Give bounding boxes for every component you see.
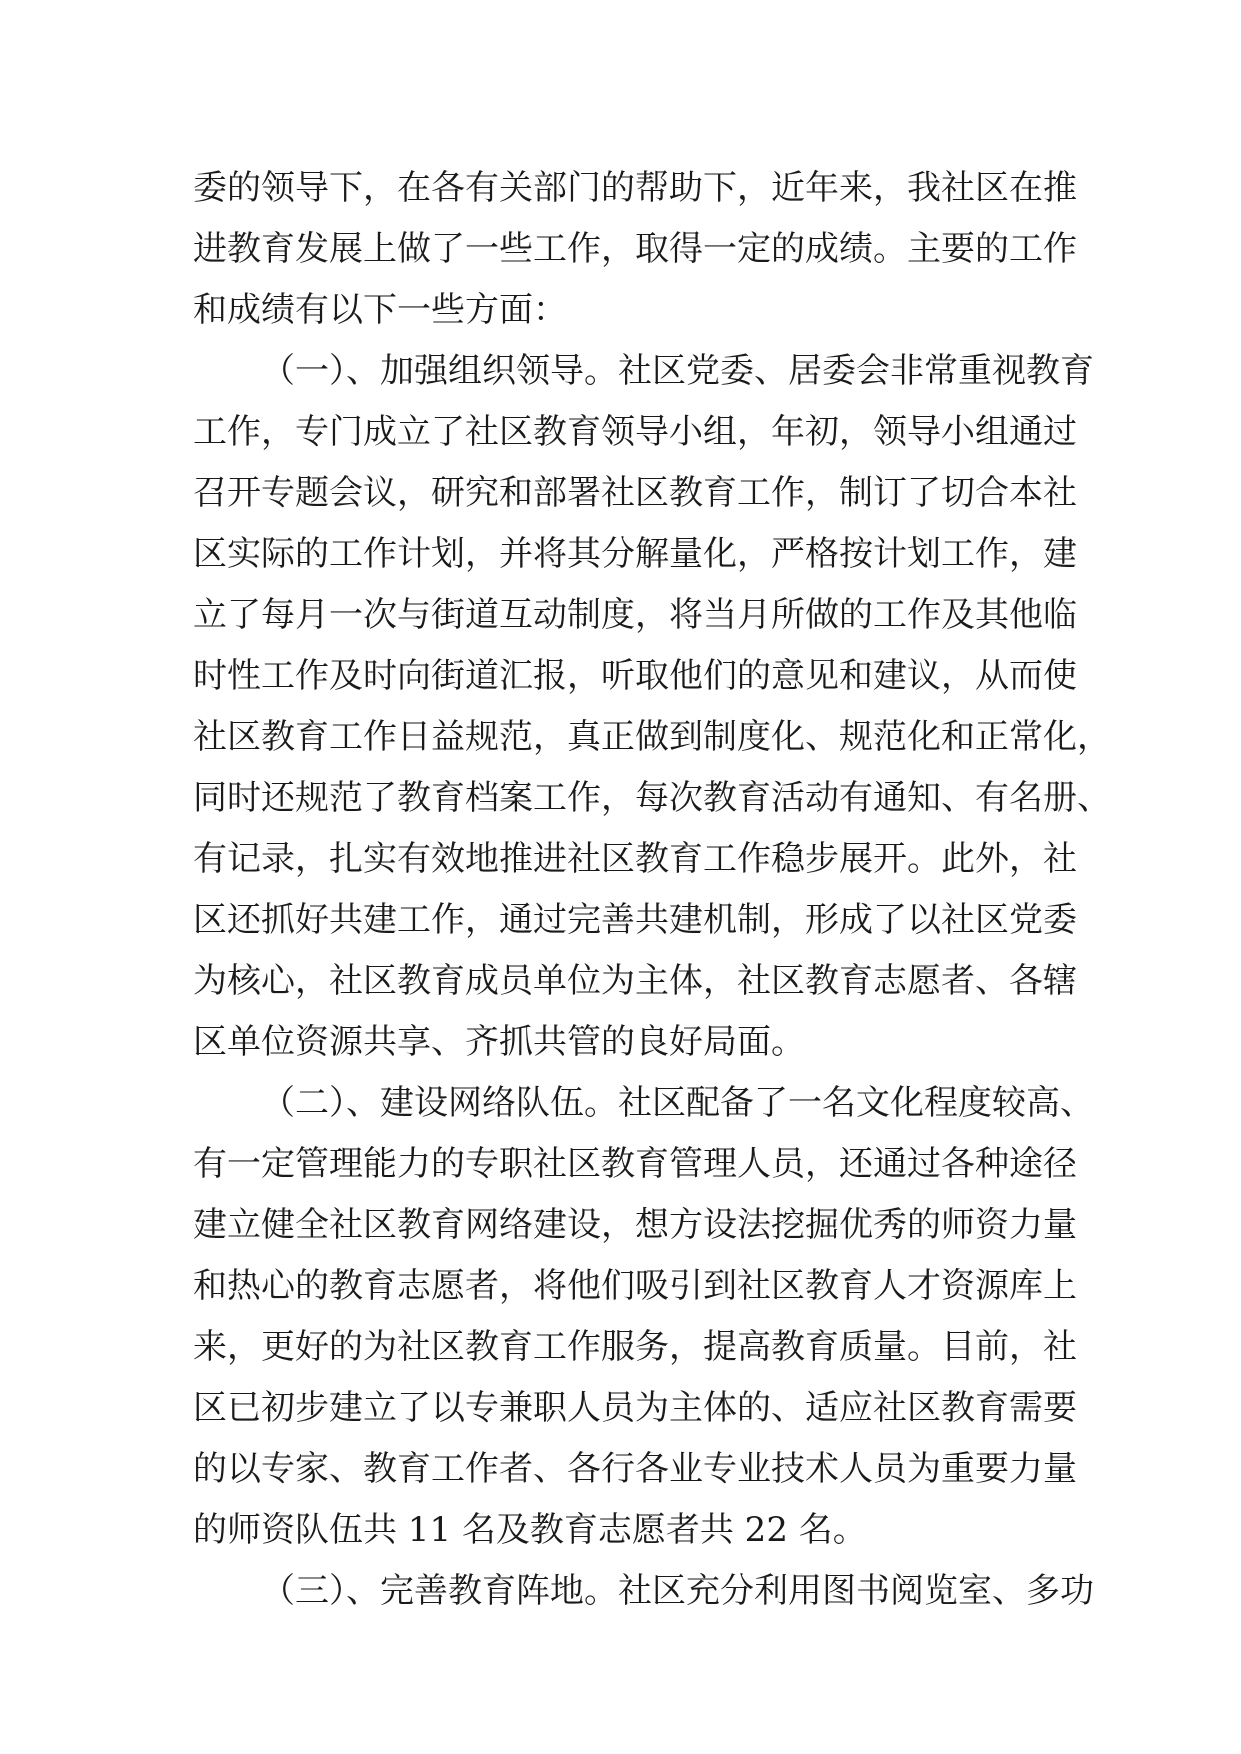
text-line: 同时还规范了教育档案工作，每次教育活动有通知、有名册、 xyxy=(193,778,1111,818)
text-line: 区实际的工作计划，并将其分解量化，严格按计划工作，建 xyxy=(193,534,1077,574)
text-line: 工作，专门成立了社区教育领导小组，年初，领导小组通过 xyxy=(193,412,1077,452)
text-line: 区还抓好共建工作，通过完善共建机制，形成了以社区党委 xyxy=(193,900,1077,940)
text-line: 委的领导下，在各有关部门的帮助下，近年来，我社区在推 xyxy=(193,168,1077,208)
text-line: 来，更好的为社区教育工作服务，提高教育质量。目前，社 xyxy=(193,1327,1077,1367)
text-line: 区已初步建立了以专兼职人员为主体的、适应社区教育需要 xyxy=(193,1388,1077,1428)
text-line: 进教育发展上做了一些工作，取得一定的成绩。主要的工作 xyxy=(193,229,1077,269)
paragraph-heading-line: （一）、加强组织领导。社区党委、居委会非常重视教育 xyxy=(261,351,1094,391)
body-text xyxy=(193,158,1111,1622)
text-line: 和成绩有以下一些方面： xyxy=(193,290,567,330)
paragraph-heading-line: （二）、建设网络队伍。社区配备了一名文化程度较高、 xyxy=(261,1083,1094,1123)
text-line: 有一定管理能力的专职社区教育管理人员，还通过各种途径 xyxy=(193,1144,1077,1184)
text-line: 有记录，扎实有效地推进社区教育工作稳步展开。此外，社 xyxy=(193,839,1077,879)
text-line: 和热心的教育志愿者，将他们吸引到社区教育人才资源库上 xyxy=(193,1266,1077,1306)
paragraph-heading-line: （三）、完善教育阵地。社区充分利用图书阅览室、多功 xyxy=(261,1571,1094,1611)
text-line: 召开专题会议，研究和部署社区教育工作，制订了切合本社 xyxy=(193,473,1077,513)
text-line: 的以专家、教育工作者、各行各业专业技术人员为重要力量 xyxy=(193,1449,1077,1489)
text-line: 社区教育工作日益规范，真正做到制度化、规范化和正常化， xyxy=(193,717,1111,757)
text-line: 时性工作及时向街道汇报，听取他们的意见和建议，从而使 xyxy=(193,656,1077,696)
text-line: 建立健全社区教育网络建设，想方设法挖掘优秀的师资力量 xyxy=(193,1205,1077,1245)
text-line: 为核心，社区教育成员单位为主体，社区教育志愿者、各辖 xyxy=(193,961,1077,1001)
text-line: 区单位资源共享、齐抓共管的良好局面。 xyxy=(193,1022,805,1062)
text-line: 立了每月一次与街道互动制度，将当月所做的工作及其他临 xyxy=(193,595,1077,635)
text-line: 的师资队伍共 11 名及教育志愿者共 22 名。 xyxy=(193,1510,867,1550)
